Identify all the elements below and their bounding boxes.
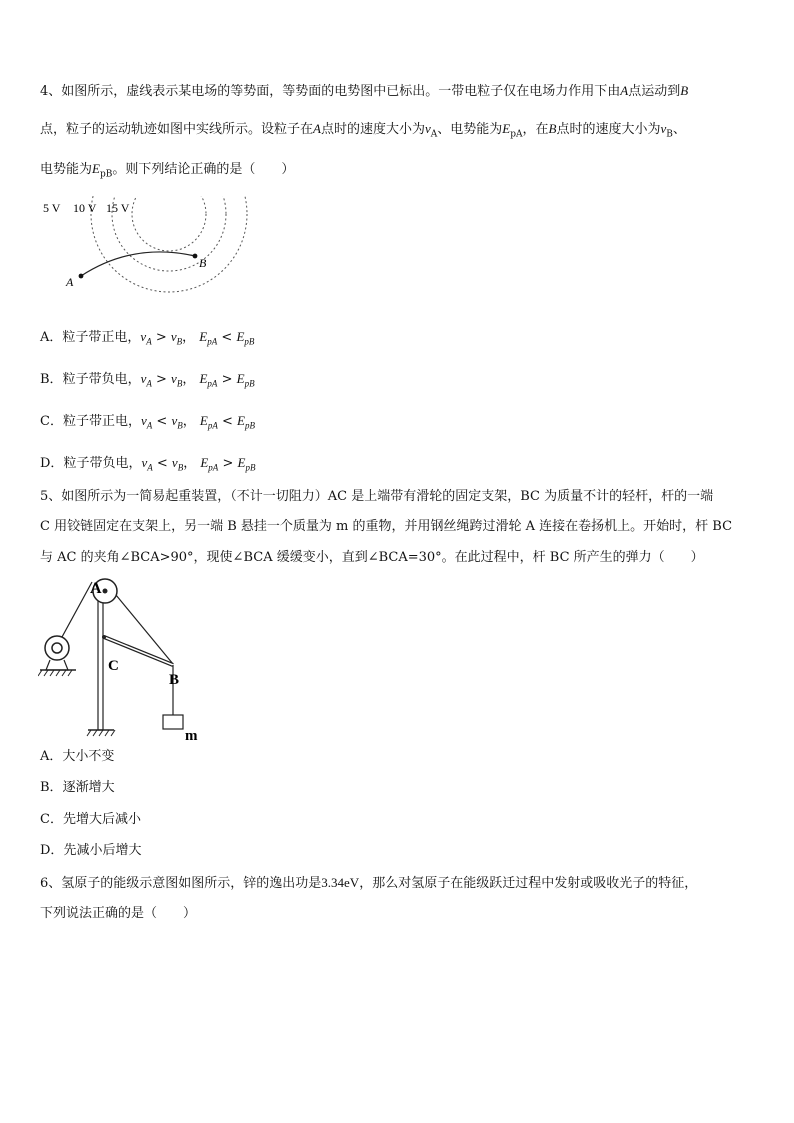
option-text: 粒子带正电， <box>62 414 141 429</box>
option-letter: C． <box>40 414 63 429</box>
q4-line2-e: 点时的速度大小为 <box>556 122 661 137</box>
label-point-b: B <box>199 256 207 270</box>
q4-line1-point-b: B <box>680 83 689 98</box>
label-a: A <box>90 580 102 597</box>
q6-line1-b: ，那么对氢原子在能级跃迁过程中发射或吸收光子的特征， <box>359 876 698 891</box>
option-letter: A． <box>40 749 63 764</box>
q4-vb-symbol: v <box>660 121 667 136</box>
point-b-dot <box>193 254 198 259</box>
q4-option-d[interactable]: D．粒子带负电，$v_A < v_B$， $E_{pA} > E_{pB}$ <box>40 455 256 473</box>
option-v-relation: > <box>155 330 167 345</box>
option-text: 粒子带正电， <box>62 330 141 345</box>
label-c: C <box>108 658 119 674</box>
q4-va-symbol: v <box>424 121 431 136</box>
pulley-axle <box>103 589 108 594</box>
rope-winch <box>62 582 92 637</box>
q4-equipotential-figure <box>38 196 253 296</box>
mass-block <box>163 715 183 729</box>
point-a-dot <box>79 274 84 279</box>
winch-icon <box>38 636 76 676</box>
option-letter: C． <box>40 812 63 827</box>
q4-vb-sub: B <box>666 129 673 140</box>
option-text: 粒子带负电， <box>63 456 142 471</box>
q4-line3-b: 。则下列结论正确的是（ ） <box>112 162 295 177</box>
q4-line-3 <box>40 160 294 184</box>
q5-line-3: 与 AC 的夹角∠BCA>90°，现使∠BCA 缓缓变小，直到∠BCA=30°。在此过程中，杆 BC 所产生的弹力（ ） <box>40 550 704 565</box>
q4-line3-a: 电势能为 <box>40 162 93 177</box>
option-text: 先减小后增大 <box>63 843 142 858</box>
option-text: 逐渐增大 <box>62 780 115 795</box>
option-v-relation: < <box>156 414 168 429</box>
option-text: 粒子带负电， <box>62 372 141 387</box>
q5-crane-figure <box>38 576 208 744</box>
q4-line-2 <box>40 120 686 144</box>
q4-line1-mid: 点运动到 <box>628 84 681 99</box>
q5-option-c[interactable] <box>40 811 141 829</box>
q5-line-1: 5、如图所示为一简易起重装置，（不计一切阻力）AC 是上端带有滑轮的固定支架，BC 为质量不计的轻杆，杆的一端 <box>40 489 714 504</box>
label-10v: 10 V <box>73 201 97 215</box>
label-b: B <box>169 672 180 688</box>
q4-va-sub: A <box>430 129 438 140</box>
label-15v: 15 V <box>106 201 130 215</box>
q5-option-b[interactable] <box>40 779 115 797</box>
option-e-relation: > <box>222 456 234 471</box>
q4-epb-symbol: E <box>92 161 100 176</box>
q4-line2-point-b: B <box>548 121 557 136</box>
q6-work-function-value: 3.34eV <box>321 875 360 890</box>
option-e-relation: < <box>221 414 233 429</box>
q4-line1-text: 4、如图所示，虚线表示某电场的等势面，等势面的电势图中已标出。一带电粒子仅在电场力作用下由 <box>40 84 621 99</box>
option-letter: D． <box>40 456 64 471</box>
q4-line2-b: 点时的速度大小为 <box>320 122 425 137</box>
q5-option-a[interactable] <box>40 748 114 766</box>
q4-epa-sub: pA <box>510 129 523 140</box>
q4-option-b[interactable]: B．粒子带负电，$v_A > v_B$， $E_{pA} > E_{pB}$ <box>40 371 255 389</box>
q6-line1-a: 6、氢原子的能级示意图如图所示，锌的逸出功是 <box>40 876 322 891</box>
label-m: m <box>185 728 198 744</box>
q4-line1-point-a: A <box>620 83 629 98</box>
option-text: 大小不变 <box>62 749 115 764</box>
q4-epa-symbol: E <box>502 121 511 136</box>
label-5v: 5 V <box>43 201 61 215</box>
option-letter: A． <box>40 330 63 345</box>
q4-line2-f: 、 <box>672 122 686 137</box>
q4-line2-c: 、电势能为 <box>437 122 503 137</box>
q5-option-d[interactable] <box>40 842 141 860</box>
q6-line-1 <box>40 874 697 893</box>
option-v-relation: < <box>156 456 168 471</box>
option-e-relation: < <box>221 330 233 345</box>
option-letter: D． <box>40 843 64 858</box>
option-e-relation: > <box>221 372 233 387</box>
support-post-ac <box>98 590 103 730</box>
hinge-c <box>102 635 106 639</box>
q4-option-a[interactable]: A．粒子带正电，$v_A > v_B$， $E_{pA} < E_{pB}$ <box>40 329 255 347</box>
label-point-a: A <box>66 275 74 289</box>
option-letter: B． <box>40 372 63 387</box>
option-v-relation: > <box>156 372 167 387</box>
q4-line-1 <box>40 82 688 101</box>
q4-epb-sub: pB <box>99 169 113 180</box>
q4-line2-point-a: A <box>313 121 321 136</box>
q4-option-c[interactable]: C．粒子带正电，$v_A < v_B$， $E_{pA} < E_{pB}$ <box>40 413 255 431</box>
particle-trajectory <box>81 252 195 276</box>
q6-line-2: 下列说法正确的是（ ） <box>40 906 197 921</box>
q4-line2-a: 点，粒子的运动轨迹如图中实线所示。设粒子在 <box>40 122 314 137</box>
option-text: 先增大后减小 <box>62 812 141 827</box>
equipotential-15v <box>132 196 206 251</box>
q5-line-2: C 用铰链固定在支架上，另一端 B 悬挂一个质量为 m 的重物，并用钢丝绳跨过滑轮 A 连接在卷扬机上。开始时，杆 BC <box>40 519 733 534</box>
q4-line2-d: ，在 <box>522 122 549 137</box>
option-letter: B． <box>40 780 63 795</box>
